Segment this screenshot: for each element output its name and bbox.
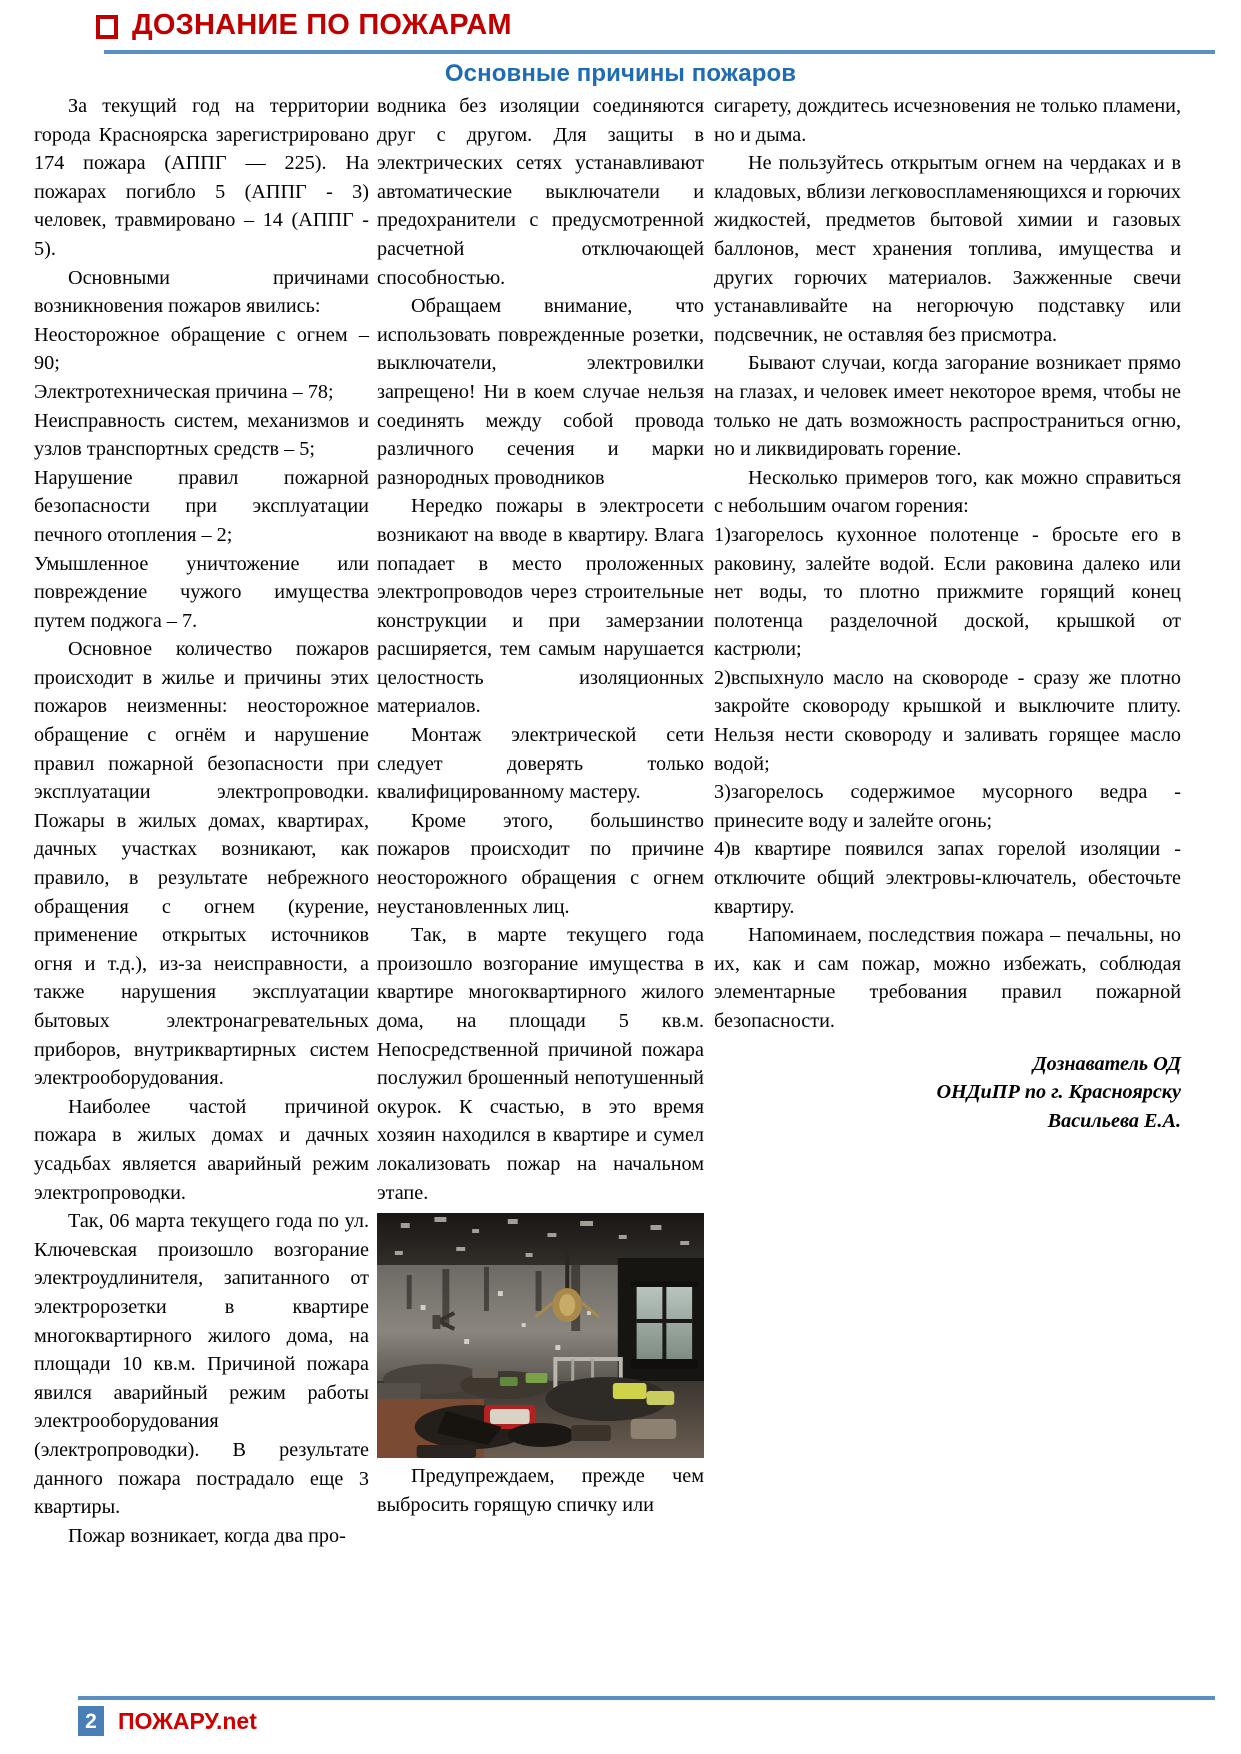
footer-brand: ПОЖАРУ.net <box>118 1707 257 1734</box>
paragraph: сигарету, дождитесь исчезновения не только пламени, но и дыма. <box>714 95 1181 146</box>
paragraph: Так, 06 марта текущего года по ул. Ключевская произошло возгорание электроудлинителя, запитанного от электророзетки в квартире многоквартирного жилого дома, на площади 10 кв.м. Причиной пожара явился аварийный режим работы электрооборудования (электропроводки). В результате данного пожара пострадало еще 3 квартиры. <box>34 1210 369 1519</box>
paragraph: Обращаем внимание, что использовать поврежденные розетки, выключатели, электровилки запрещено! Ни в коем случае нельзя соединять между собой провода различного сечения и марки разнородных проводников <box>377 295 704 489</box>
signature-line: ОНДиПР по г. Красноярску <box>936 1081 1181 1104</box>
footer-inner <box>78 1706 257 1736</box>
signature-line: Васильева Е.А. <box>1047 1109 1181 1132</box>
footer-divider <box>78 1696 1215 1700</box>
paragraph: Электротехническая причина – 78; <box>34 380 334 403</box>
paragraph: 1)загорелось кухонное полотенце - бросьте его в раковину, залейте водой. Если раковина далеко или нет воды, то плотно прижмите горящий конец полотенца разделочной доской, крышкой от кастрюли; <box>714 523 1181 661</box>
paragraph: Нарушение правил пожарной безопасности при эксплуатации печного отопления – 2; <box>34 466 369 546</box>
article-column-3 <box>714 92 1241 1550</box>
section-title: Основные причины пожаров <box>444 60 797 87</box>
paragraph: За текущий год на территории города Красноярска зарегистрировано 174 пожара (АППГ — 225). На пожарах погибло 5 (АППГ - 3) человек, травмировано – 14 (АППГ - 5). <box>34 95 369 260</box>
signature-block <box>714 1050 1181 1136</box>
square-bullet-icon <box>96 15 118 39</box>
paragraph: Основными причинами возникновения пожаров явились: <box>34 266 369 318</box>
photo-wrapper <box>377 1213 704 1458</box>
page-footer <box>0 1696 1241 1754</box>
page-title: ДОЗНАНИЕ ПО ПОЖАРАМ <box>132 8 512 41</box>
paragraph: водника без изоляции соединяются друг с другом. Для защиты в электрических сетях устанавливают автоматические выключатели и предохранители с предусмотренной расчетной отключающей способностью. <box>377 95 704 289</box>
paragraph: 3)загорелось содержимое мусорного ведра - принесите воду и залейте огонь; <box>714 781 1181 832</box>
page-number-badge: 2 <box>78 1706 104 1736</box>
article-column-2 <box>377 92 714 1550</box>
paragraph: Основное количество пожаров происходит в жилье и причины этих пожаров неизменны: неосторожное обращение с огнём и нарушение правил пожарной безопасности при эксплуатации электропроводки. Пожары в жилых домах, квартирах, дачных участках возникают, как правило, в результате небрежного обращения с огнем (курение, применение открытых источников огня и т.д.), из-за неисправности, а также нарушения эксплуатации бытовых электронагревательных приборов, внутриквартирных систем электрооборудования. <box>34 638 369 1090</box>
paragraph: Умышленное уничтожение или повреждение чужого имущества путем поджога – 7. <box>34 552 369 632</box>
header-divider <box>104 50 1215 54</box>
paragraph: Нередко пожары в электросети возникают на вводе в квартиру. Влага попадает в место проложенных электропроводов через строительные конструкции и при замерзании расширяется, тем самым нарушается целостность изоляционных материалов. <box>377 495 704 718</box>
paragraph: Монтаж электрической сети следует доверять только квалифицированному мастеру. <box>377 724 704 804</box>
paragraph: Неосторожное обращение с огнем – 90; <box>34 323 369 375</box>
paragraph: Не пользуйтесь открытым огнем на чердаках и в кладовых, вблизи легковоспламеняющихся и горючих жидкостей, предметов бытовой химии и газовых баллонов, мест хранения топлива, имущества и других горючих материалов. Зажженные свечи устанавливайте на негорючую подставку или подсвечник, не оставляя без присмотра. <box>714 152 1181 346</box>
paragraph: 2)вспыхнуло масло на сковороде - сразу же плотно закройте сковороду крышкой и выключите плиту. Нельзя нести сковороду и заливать горящее масло водой; <box>714 666 1181 775</box>
header-inner <box>0 0 1241 50</box>
paragraph: Пожар возникает, когда два про- <box>68 1524 346 1547</box>
paragraph: Так, в марте текущего года произошло возгорание имущества в квартире многоквартирного жилого дома, на площади 5 кв.м. Непосредственной причиной пожара послужил брошенный непотушенный окурок. К счастью, в это время хозяин находился в квартире и сумел локализовать пожар на начальном этапе. <box>377 924 704 1204</box>
page-header <box>0 0 1241 58</box>
paragraph: 4)в квартире появился запах горелой изоляции - отключите общий электровы-ключатель, обесточьте квартиру. <box>714 838 1181 918</box>
burned-apartment-photo <box>377 1213 704 1458</box>
photo-caption-text: Предупреждаем, прежде чем выбросить горящую спичку или <box>377 1465 704 1516</box>
paragraph: Несколько примеров того, как можно справиться с небольшим очагом горения: <box>714 466 1181 518</box>
paragraph: Кроме этого, большинство пожаров происходит по причине неосторожного обращения с огнем неустановленных лиц. <box>377 809 704 918</box>
article-column-1 <box>0 92 377 1550</box>
paragraph: Напоминаем, последствия пожара – печальны, но их, как и сам пожар, можно избежать, соблюдая элементарные требования правил пожарной безопасности. <box>714 924 1181 1032</box>
paragraph: Наиболее частой причиной пожара в жилых домах и дачных усадьбах является аварийный режим электропроводки. <box>34 1095 369 1204</box>
article-columns <box>0 92 1241 1550</box>
paragraph: Бывают случаи, когда загорание возникает прямо на глазах, и человек имеет некоторое время, чтобы не только не дать возможность распространиться огню, но и ликвидировать горение. <box>714 352 1181 461</box>
paragraph: Неисправность систем, механизмов и узлов транспортных средств – 5; <box>34 409 369 461</box>
signature-line: Дознаватель ОД <box>1032 1052 1181 1075</box>
